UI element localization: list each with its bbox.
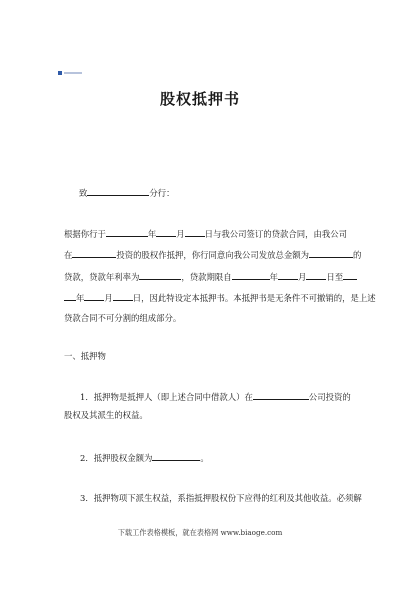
page-footer: 下载工作表格模板，就在表格网 www.biaoge.com <box>117 528 283 537</box>
paragraph-line: 贷款，贷款年利率为 ，贷款期限自 年 月 日至 <box>64 270 357 283</box>
blank-field <box>343 270 357 280</box>
paragraph-line: 在 投资的股权作抵押，你行同意向我公司发放总金额为 的 <box>64 250 362 260</box>
blank-field <box>113 291 133 301</box>
blank-field <box>139 270 181 280</box>
paragraph-line: 年 月 日，因此特设定本抵押书。本抵押书是无条件不可撤销的，是上述 <box>64 291 376 304</box>
blank-field <box>156 227 176 237</box>
blank-field <box>185 227 205 237</box>
paragraph-line: 贷款合同不可分割的组成部分。 <box>64 313 182 323</box>
blank-field <box>306 270 326 280</box>
paragraph-line: 根据你行于 年 月 日与我公司签订的贷款合同，由我公司 <box>64 229 347 239</box>
clause-line: 2．抵押股权金额为 。 <box>80 453 209 463</box>
blank-field <box>106 227 148 237</box>
blank-field <box>253 390 309 400</box>
blank-field <box>72 248 116 258</box>
clause-line: 1．抵押物是抵押人（即上述合同中借款人）在 公司投资的 <box>80 392 351 402</box>
header-logo-icon <box>58 70 84 76</box>
greeting-line: 致 分行： <box>79 188 175 198</box>
blank-field <box>309 248 353 258</box>
clause-line: 股权及其派生的权益。 <box>64 410 148 420</box>
blank-field <box>232 270 270 280</box>
blank-field <box>152 451 200 461</box>
blank-field <box>84 291 104 301</box>
blank-field <box>64 291 76 301</box>
blank-field <box>278 270 298 280</box>
section-heading: 一、抵押物 <box>64 351 106 361</box>
clause-line: 3．抵押物项下派生权益，系指抵押股权份下应得的红利及其他收益。必须解 <box>80 493 362 503</box>
document-title: 股权抵押书 <box>159 90 240 108</box>
branch-name-blank <box>87 186 149 196</box>
